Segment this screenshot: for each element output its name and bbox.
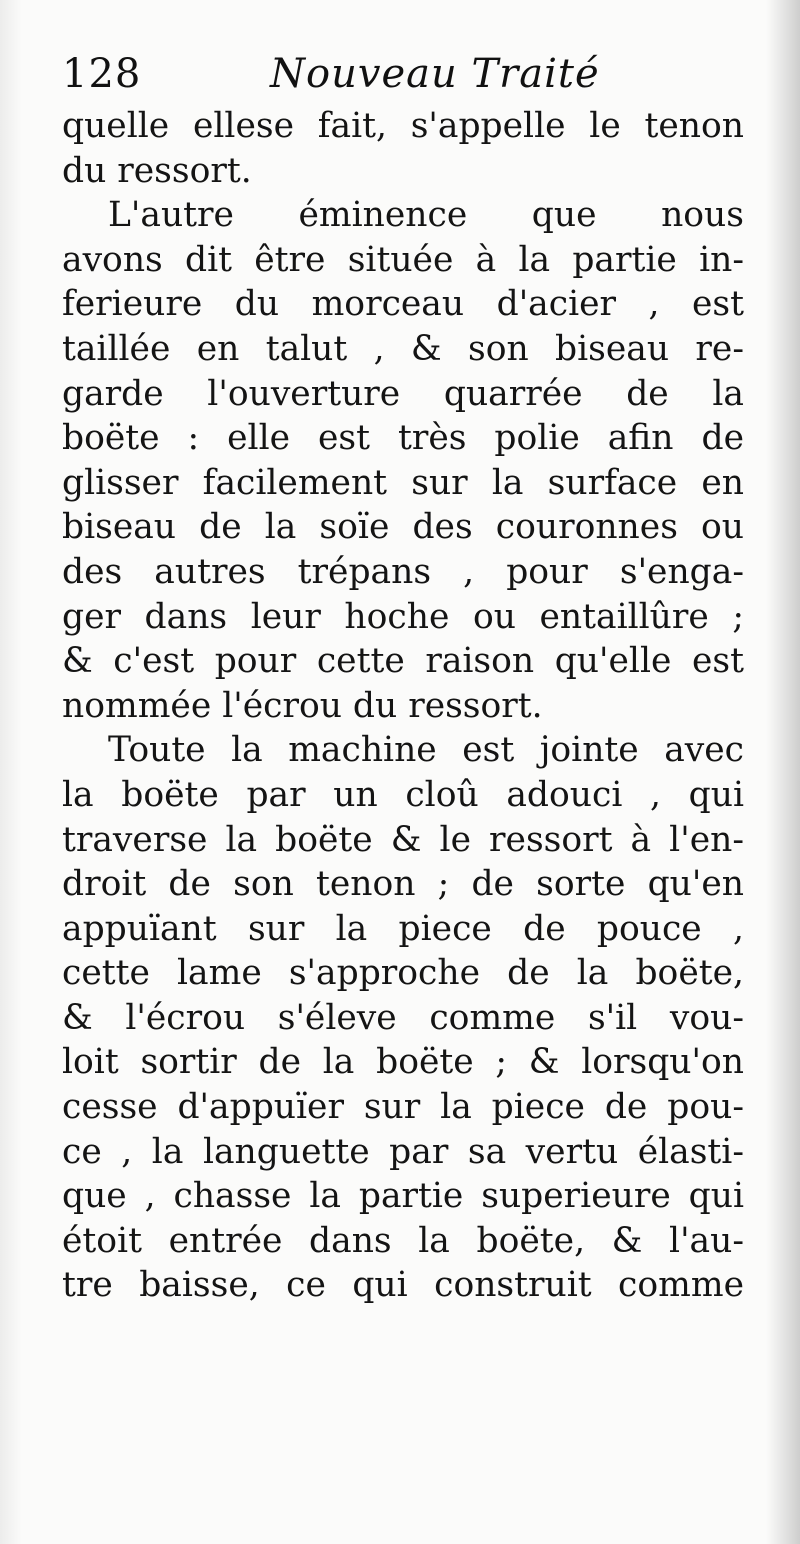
page-header <box>62 46 742 102</box>
text-line: que , chasse la partie superieure qui <box>62 1176 744 1217</box>
text-line: appuïant sur la piece de pouce , <box>62 908 744 949</box>
page-number: 128 <box>62 51 142 97</box>
text-line: & l'écrou s'éleve comme s'il vou- <box>62 997 744 1038</box>
text-line: du ressort. <box>62 150 252 191</box>
text-line: tre baisse, ce qui construit comme <box>62 1265 744 1306</box>
text-line: quelle ellese fait, s'appelle le tenon <box>62 106 744 146</box>
text-line: cette lame s'approche de la boëte, <box>62 953 744 994</box>
text-line: taillée en talut , & son biseau re- <box>62 328 744 369</box>
text-line: la boëte par un cloû adouci , qui <box>62 774 744 815</box>
text-line: ferieure du morceau d'acier , est <box>62 284 744 325</box>
text-line: L'autre éminence que nous <box>108 195 744 236</box>
text-line: ger dans leur hoche ou entaillûre ; <box>62 596 744 637</box>
text-line: & c'est pour cette raison qu'elle est <box>62 641 744 682</box>
text-line: ce , la languette par sa vertu élasti- <box>62 1131 744 1172</box>
text-line: boëte : elle est très polie afin de <box>62 418 744 459</box>
page-gutter-shadow <box>0 0 22 1544</box>
text-line: cesse d'appuïer sur la piece de pou- <box>62 1087 744 1128</box>
text-line: loit sortir de la boëte ; & lorsqu'on <box>62 1042 744 1083</box>
text-line: glisser facilement sur la surface en <box>62 462 744 503</box>
text-line: Toute la machine est jointe avec <box>108 730 744 771</box>
text-line: garde l'ouverture quarrée de la <box>62 373 744 414</box>
page-edge-shadow <box>766 0 800 1544</box>
text-line: biseau de la soïe des couronnes ou <box>62 507 744 548</box>
text-line: droit de son tenon ; de sorte qu'en <box>62 864 744 905</box>
text-line: étoit entrée dans la boëte, & l'au- <box>62 1220 744 1261</box>
body-text <box>62 104 744 1308</box>
running-title: Nouveau Traité <box>270 51 600 97</box>
text-line: nommée l'écrou du ressort. <box>62 685 543 726</box>
text-line: avons dit être située à la partie in- <box>62 239 744 280</box>
text-line: traverse la boëte & le ressort à l'en- <box>62 819 744 860</box>
text-line: des autres trépans , pour s'enga- <box>62 551 744 592</box>
